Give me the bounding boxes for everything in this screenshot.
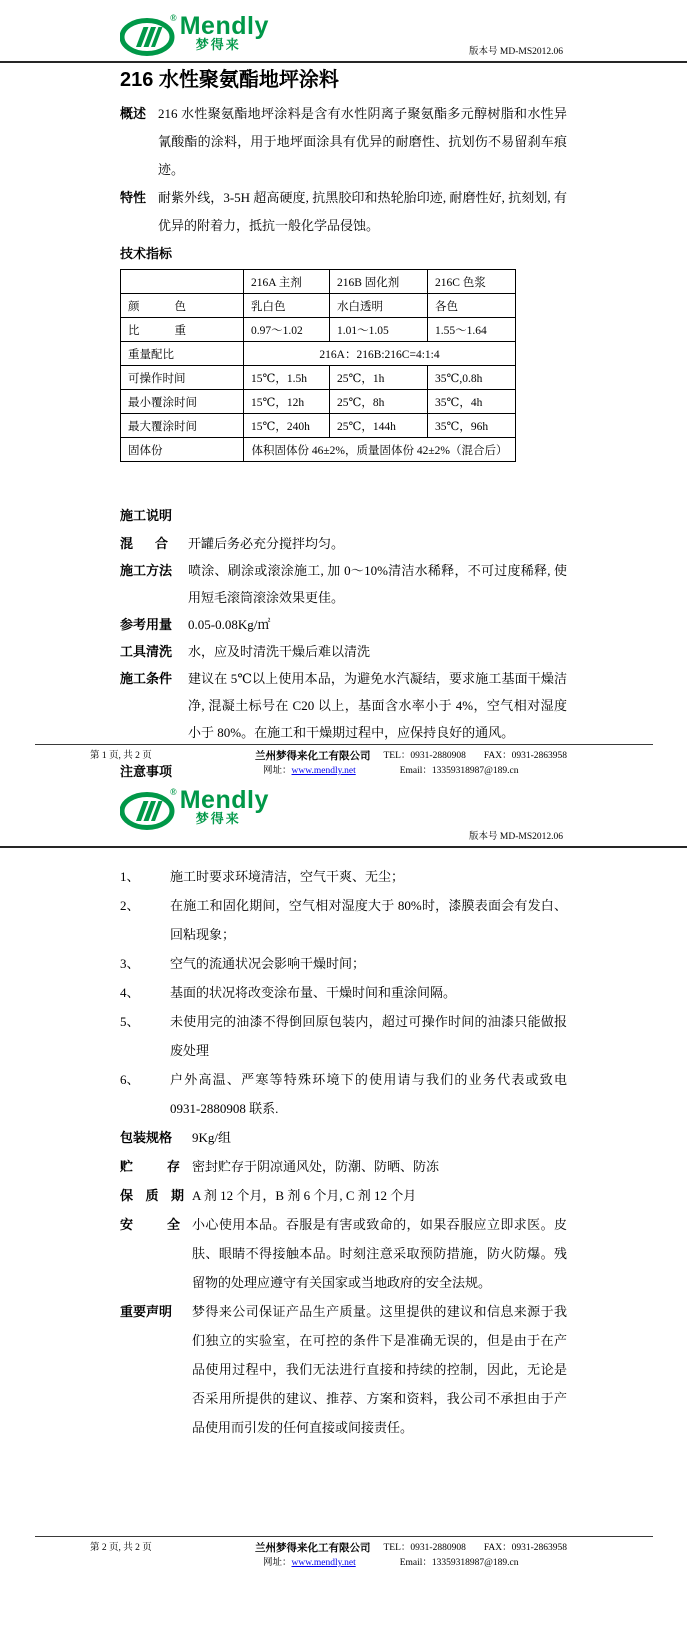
item-packaging — [120, 1123, 567, 1152]
feature-section — [120, 184, 567, 240]
company-name: 兰州梦得来化工有限公司 — [255, 750, 371, 762]
note-item-1 — [120, 862, 567, 891]
note-text: 户外高温、严寒等特殊环境下的使用请与我们的业务代表或致电 0931-2880908 联系. — [170, 1072, 567, 1116]
cell: 15℃，12h — [244, 390, 330, 414]
cell: 各色 — [428, 294, 516, 318]
item-text: 喷涂、刷涂或滚涂施工, 加 0～10%清洁水稀释，不可过度稀释, 使用短毛滚筒滚涂效果更佳。 — [188, 563, 567, 605]
table-header-row — [121, 270, 516, 294]
item-label: 保质期 — [120, 1188, 184, 1203]
website-link[interactable]: www.mendly.net — [291, 766, 356, 776]
note-number: 4、 — [120, 985, 140, 1000]
brand-name-cn: 梦得来 — [195, 811, 241, 826]
item-label: 工具清洗 — [120, 644, 173, 659]
item-label: 贮存 — [120, 1159, 180, 1174]
row-label: 重量配比 — [121, 342, 244, 366]
table-row-density — [121, 318, 516, 342]
feature-text: 耐紫外线，3-5H 超高硬度, 抗黑胶印和热轮胎印迹, 耐磨性好, 抗刻划, 有优异的附着力，抵抗一般化学品侵蚀。 — [158, 190, 567, 233]
website-label: 网址： — [263, 766, 292, 776]
header-cell-empty — [121, 270, 244, 294]
page1-header — [0, 0, 687, 63]
construction-item-dosage — [120, 611, 567, 638]
row-label: 固体份 — [121, 438, 244, 462]
page-2 — [0, 780, 687, 1638]
item-text: 水，应及时清洗干燥后难以清洗 — [188, 644, 371, 659]
version-label: 版本号 MD-MS2012.06 — [469, 47, 563, 57]
company-name: 兰州梦得来化工有限公司 — [255, 1542, 371, 1554]
item-label: 重要声明 — [120, 1304, 173, 1319]
website-link[interactable]: www.mendly.net — [291, 1558, 356, 1568]
overview-label: 概述 — [120, 106, 147, 121]
footer-tel: TEL：0931-2880908 — [383, 751, 466, 761]
item-text: 梦得来公司保证产品生产质量。这里提供的建议和信息来源于我们独立的实验室，在可控的条件下是准确无误的，但是由于在产品使用过程中，我们无法进行直接和持续的控制，因此，无论是否采用所提供的建议、推荐、方案和资料，我公司不承担由于产品使用而引发的任何直接或间接责任。 — [192, 1304, 567, 1435]
registered-mark: ® — [170, 787, 177, 797]
table-row-max-recoat — [121, 414, 516, 438]
cell: 水白透明 — [330, 294, 428, 318]
item-label: 安全 — [120, 1217, 180, 1232]
page2-content — [120, 862, 567, 1442]
footer-fax: FAX：0931-2863958 — [483, 1543, 568, 1553]
header-cell-216c: 216C 色浆 — [428, 270, 516, 294]
item-text: 建议在 5℃以上使用本品，为避免水汽凝结，要求施工基面干燥洁净, 混凝土标号在 C20 以上，基面含水率小于 4%，空气相对湿度小于 80%。在施工和干燥期过程中，应保持良好的通风。 — [188, 671, 567, 740]
note-item-4 — [120, 978, 567, 1007]
page2-footer — [35, 1536, 653, 1571]
cell: 35℃，4h — [428, 390, 516, 414]
cell: 35℃,0.8h — [428, 366, 516, 390]
note-number: 5、 — [120, 1014, 140, 1029]
item-storage — [120, 1152, 567, 1181]
brand-wordmark — [179, 12, 269, 52]
notes-heading: 注意事项 — [120, 764, 173, 779]
note-text: 基面的状况将改变涂布量、干燥时间和重涂间隔。 — [170, 985, 457, 1000]
row-label: 颜色 — [128, 300, 186, 313]
item-text: 0.05-0.08Kg/㎡ — [188, 617, 271, 632]
item-label: 施工条件 — [120, 671, 173, 686]
construction-item-mixing — [120, 530, 567, 557]
brand-logo — [120, 12, 687, 57]
mendly-logo-icon — [120, 789, 176, 831]
brand-name-en: Mendly — [179, 12, 269, 40]
cell: 35℃，96h — [428, 414, 516, 438]
row-label: 可操作时间 — [121, 366, 244, 390]
cell: 乳白色 — [244, 294, 330, 318]
footer-tel: TEL：0931-2880908 — [383, 1543, 466, 1553]
note-item-5 — [120, 1007, 567, 1065]
row-label: 最大覆涂时间 — [121, 414, 244, 438]
page1-footer — [35, 744, 653, 779]
row-label: 最小覆涂时间 — [121, 390, 244, 414]
note-number: 2、 — [120, 898, 140, 913]
footer-website — [263, 764, 356, 779]
table-row-pot-life — [121, 366, 516, 390]
cell: 0.97～1.02 — [244, 318, 330, 342]
document-title: 216 水性聚氨酯地坪涂料 — [120, 69, 339, 91]
note-item-2 — [120, 891, 567, 949]
table-row-mix-ratio — [121, 342, 516, 366]
version-label: 版本号 MD-MS2012.06 — [469, 832, 563, 842]
tech-spec-table — [120, 269, 516, 462]
table-row-color — [121, 294, 516, 318]
cell: 25℃，1h — [330, 366, 428, 390]
item-text: 密封贮存于阴凉通风处，防潮、防晒、防冻 — [192, 1159, 440, 1174]
item-label: 混合 — [120, 536, 168, 551]
item-disclaimer — [120, 1297, 567, 1442]
page-number: 第 1 页, 共 2 页 — [90, 751, 152, 761]
cell-span: 体积固体份 46±2%，质量固体份 42±2%（混合后） — [244, 438, 516, 462]
row-label: 比重 — [128, 324, 186, 337]
footer-website — [263, 1556, 356, 1571]
brand-name-en: Mendly — [179, 786, 269, 814]
note-text: 施工时要求环境清洁，空气干爽、无尘； — [170, 869, 405, 884]
header-cell-216a: 216A 主剂 — [244, 270, 330, 294]
cell: 25℃，8h — [330, 390, 428, 414]
footer-fax: FAX：0931-2863958 — [483, 751, 568, 761]
footer-email: Email：13359318987@189.cn — [399, 766, 519, 776]
construction-item-conditions — [120, 665, 567, 746]
note-item-6 — [120, 1065, 567, 1123]
brand-logo — [120, 786, 687, 831]
tech-spec-heading: 技术指标 — [120, 246, 173, 261]
cell: 15℃，1.5h — [244, 366, 330, 390]
mendly-logo-icon — [120, 15, 176, 57]
registered-mark: ® — [170, 13, 177, 23]
construction-heading: 施工说明 — [120, 508, 173, 523]
brand-name-cn: 梦得来 — [195, 37, 241, 52]
note-number: 3、 — [120, 956, 140, 971]
note-number: 6、 — [120, 1072, 140, 1087]
item-safety — [120, 1210, 567, 1297]
website-label: 网址： — [263, 1558, 292, 1568]
table-row-min-recoat — [121, 390, 516, 414]
note-text: 在施工和固化期间，空气相对湿度大于 80%时，漆膜表面会有发白、回粘现象； — [170, 898, 567, 942]
note-number: 1、 — [120, 869, 140, 884]
header-cell-216b: 216B 固化剂 — [330, 270, 428, 294]
note-text: 未使用完的油漆不得倒回原包装内，超过可操作时间的油漆只能做报废处理 — [170, 1014, 567, 1058]
cell-span: 216A：216B:216C=4:1:4 — [244, 342, 516, 366]
item-text: 9Kg/组 — [192, 1130, 232, 1145]
overview-text: 216 水性聚氨酯地坪涂料是含有水性阴离子聚氨酯多元醇树脂和水性异氰酸酯的涂料，用于地坪面涂具有优异的耐磨性、抗划伤不易留刹车痕迹。 — [158, 106, 567, 177]
overview-section — [120, 100, 567, 184]
page-number: 第 2 页, 共 2 页 — [90, 1543, 152, 1553]
construction-item-method — [120, 557, 567, 611]
item-text: 小心使用本品。吞服是有害或致命的，如果吞服应立即求医。皮肤、眼睛不得接触本品。时刻注意采取预防措施，防火防爆。残留物的处理应遵守有关国家或当地政府的安全法规。 — [192, 1217, 567, 1290]
item-shelf-life — [120, 1181, 567, 1210]
table-row-solids — [121, 438, 516, 462]
feature-label: 特性 — [120, 190, 147, 205]
note-text: 空气的流通状况会影响干燥时间； — [170, 956, 366, 971]
item-text: 开罐后务必充分搅拌均匀。 — [188, 536, 345, 551]
cell: 15℃，240h — [244, 414, 330, 438]
construction-item-tool-cleaning — [120, 638, 567, 665]
item-label: 包装规格 — [120, 1130, 173, 1145]
page-1 — [0, 0, 687, 780]
item-text: A 剂 12 个月，B 剂 6 个月, C 剂 12 个月 — [192, 1188, 417, 1203]
cell: 1.01～1.05 — [330, 318, 428, 342]
brand-wordmark — [179, 786, 269, 826]
footer-email: Email：13359318987@189.cn — [399, 1558, 519, 1568]
item-label: 施工方法 — [120, 563, 173, 578]
cell: 25℃，144h — [330, 414, 428, 438]
cell: 1.55～1.64 — [428, 318, 516, 342]
page2-header — [0, 780, 687, 848]
item-label: 参考用量 — [120, 617, 173, 632]
note-item-3 — [120, 949, 567, 978]
